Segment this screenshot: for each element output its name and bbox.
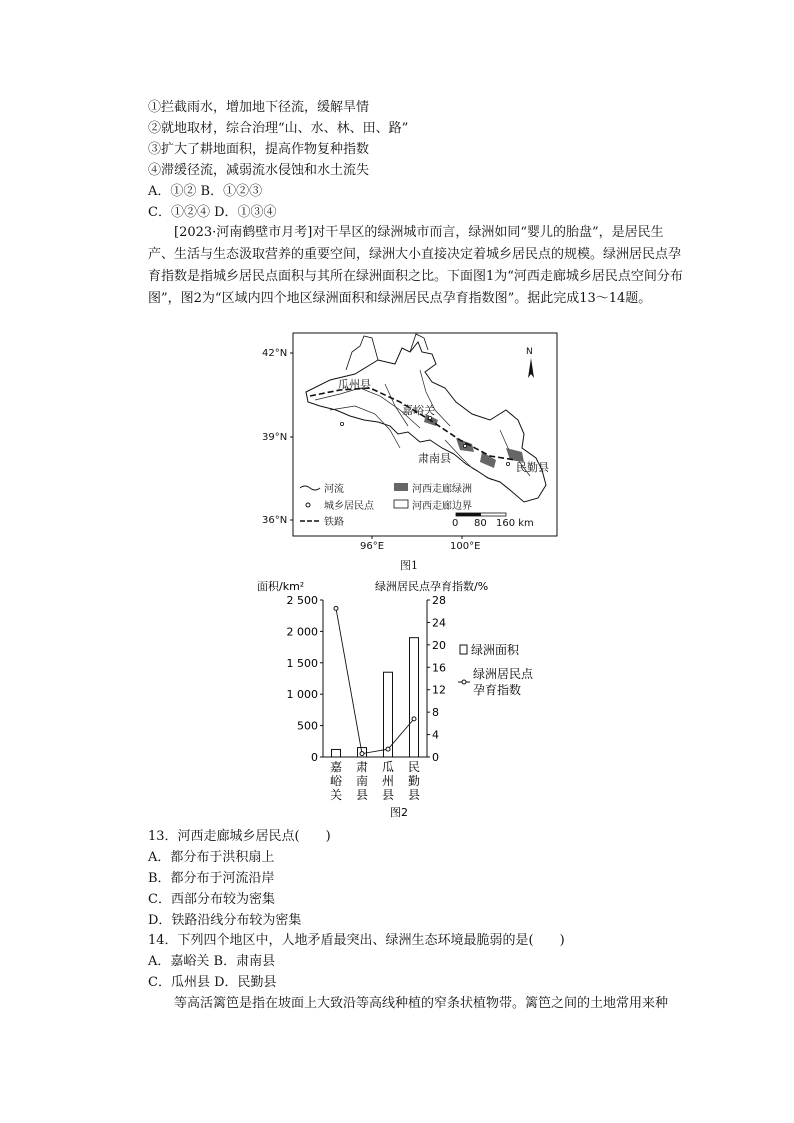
label-minqin: 民勤县	[516, 461, 549, 474]
label-sunan: 肃南县	[418, 452, 451, 465]
option-2: ②就地取材，综合治理“山、水、林、田、路”	[148, 121, 409, 136]
map-figure	[260, 330, 560, 558]
legend-point-icon	[462, 680, 466, 684]
q14-options-cd: C．瓜州县 D．民勤县	[148, 975, 277, 990]
intro-paragraph: [2023·河南鹤壁市月考]对干旱区的绿洲城市而言，绿洲如同“婴儿的胎盘”，是居民生产、生活与生态汲取营养的重要空间，绿洲大小直接决定着城乡居民点的规模。绿洲居民点孕育指数是指城乡居民点面积与其所在绿洲面积之比。下面图1为“河西走廊城乡居民点空间分布图”，图2为“区域内四个地区绿洲面积和绿洲居民点孕育指数图”。据此完成13～14题。	[148, 225, 683, 306]
index-line	[336, 608, 414, 753]
label-guazhou: 瓜州县	[338, 378, 371, 391]
legend-line-label-2: 孕育指数	[473, 683, 522, 697]
lon-100: 100°E	[450, 541, 481, 552]
y2-axis-title: 绿洲居民点孕育指数/%	[375, 580, 489, 593]
option-1: ①拦截雨水，增加地下径流，缓解旱情	[148, 100, 370, 115]
y-tick-label: 2 000	[286, 625, 318, 639]
bar-瓜州县	[384, 672, 393, 757]
category-label: 县	[407, 788, 421, 802]
figure2-caption: 图2	[390, 806, 408, 819]
svg-text:河流: 河流	[324, 484, 344, 495]
lat-36: 36°N	[262, 515, 288, 526]
q13-option-d: D．铁路沿线分布较为密集	[148, 913, 302, 928]
index-point-嘉峪关	[334, 606, 338, 610]
y-tick-label: 500	[297, 719, 318, 733]
index-point-肃南县	[360, 752, 364, 756]
category-label: 关	[329, 788, 343, 802]
y2-tick-label: 16	[432, 661, 446, 675]
category-label: 峪	[329, 774, 343, 788]
legend-line-label: 绿洲居民点	[473, 667, 534, 681]
category-label: 民	[407, 760, 421, 774]
category-label: 嘉	[329, 760, 343, 774]
oasis-chart	[255, 572, 555, 822]
category-label: 县	[355, 788, 369, 802]
y-tick-label: 1 500	[286, 656, 318, 670]
category-label: 勤	[407, 774, 421, 788]
bar-嘉峪关	[332, 749, 341, 757]
svg-text:80: 80	[474, 518, 487, 529]
svg-text:河西走廊边界: 河西走廊边界	[412, 501, 472, 512]
category-label: 瓜	[381, 760, 395, 774]
y2-tick-label: 8	[432, 706, 439, 720]
legend-bar-icon	[460, 645, 467, 654]
y2-tick-label: 24	[432, 616, 446, 630]
answer-row-2: C．①②④ D．①③④	[148, 205, 277, 220]
y-tick-label: 2 500	[286, 594, 318, 607]
y-axis-title: 面积/km²	[257, 580, 305, 593]
svg-text:0: 0	[452, 518, 459, 529]
lat-39: 39°N	[262, 432, 288, 443]
svg-text:河西走廊绿洲: 河西走廊绿洲	[412, 484, 472, 495]
q13-stem: 13．河西走廊城乡居民点( )	[148, 829, 331, 844]
category-label: 州	[381, 774, 395, 788]
svg-text:N: N	[526, 347, 533, 357]
y2-tick-label: 28	[432, 594, 446, 607]
svg-text:城乡居民点: 城乡居民点	[324, 501, 374, 512]
legend-bar-label: 绿洲面积	[471, 643, 520, 657]
svg-text:160 km: 160 km	[496, 518, 534, 529]
y2-tick-label: 4	[432, 728, 439, 742]
q13-option-b: B．都分布于河流沿岸	[148, 871, 275, 886]
y-tick-label: 0	[311, 751, 318, 764]
y-tick-label: 1 000	[286, 688, 318, 702]
index-point-瓜州县	[386, 747, 390, 751]
y2-tick-label: 0	[432, 751, 439, 764]
category-label: 南	[355, 774, 369, 788]
bar-民勤县	[410, 638, 419, 757]
svg-text:铁路: 铁路	[324, 517, 344, 528]
category-label: 县	[381, 788, 395, 802]
y2-tick-label: 12	[432, 683, 446, 697]
lon-96: 96°E	[360, 541, 385, 552]
q14-options-ab: A．嘉峪关 B．肃南县	[148, 954, 276, 969]
category-label: 肃	[355, 760, 369, 774]
next-question-intro: 等高活篱笆是指在坡面上大致沿等高线种植的窄条状植物带。篱笆之间的土地常用来种	[174, 996, 669, 1011]
option-3: ③扩大了耕地面积，提高作物复种指数	[148, 142, 370, 157]
q13-option-a: A．都分布于洪积扇上	[148, 850, 275, 865]
index-point-民勤县	[412, 717, 416, 721]
y2-tick-label: 20	[432, 638, 446, 652]
label-jiayuguan: 嘉峪关	[402, 404, 435, 417]
q14-stem: 14．下列四个地区中，人地矛盾最突出、绿洲生态环境最脆弱的是( )	[148, 933, 565, 948]
figure1-caption: 图1	[400, 559, 418, 572]
answer-row-1: A．①② B．①②③	[148, 184, 263, 199]
lat-42: 42°N	[262, 348, 288, 359]
option-4: ④滞缓径流，减弱流水侵蚀和水土流失	[148, 163, 370, 178]
q13-option-c: C．西部分布较为密集	[148, 892, 275, 907]
